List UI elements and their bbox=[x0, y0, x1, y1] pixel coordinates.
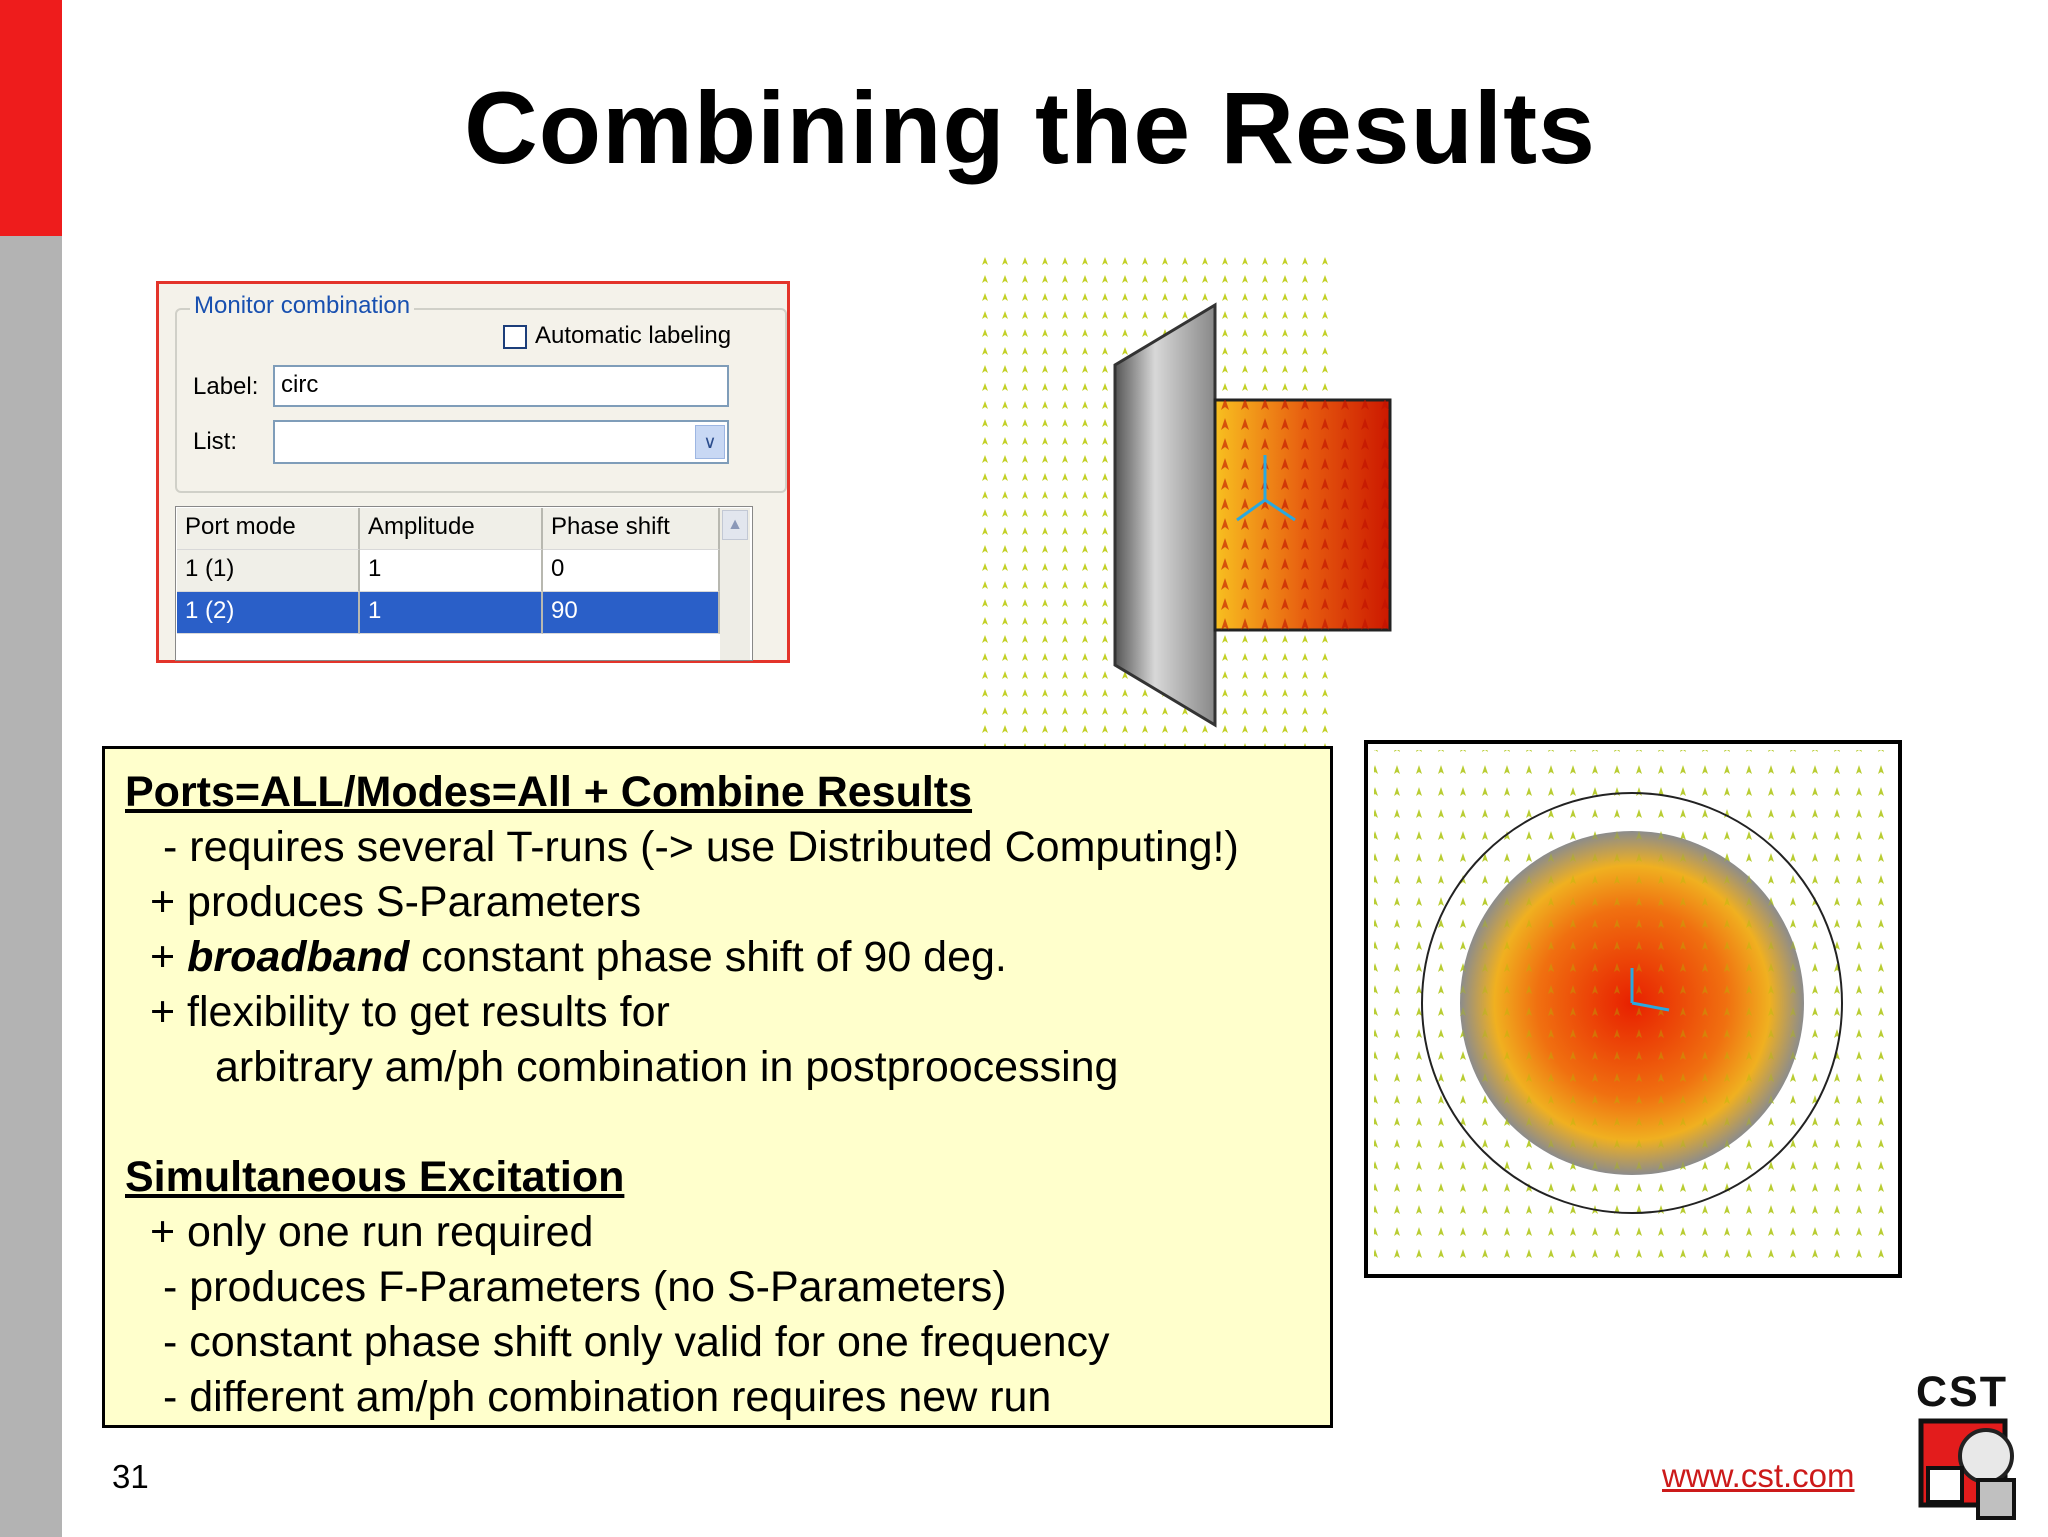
text-line: - constant phase shift only valid for one frequency bbox=[163, 1318, 1110, 1366]
table-header-port-mode[interactable]: Port mode bbox=[177, 508, 360, 550]
website-link[interactable]: www.cst.com bbox=[1662, 1457, 1855, 1494]
horn-flare bbox=[1115, 305, 1215, 725]
table-header-amplitude[interactable]: Amplitude bbox=[360, 508, 543, 550]
cst-logo-text: CST bbox=[1916, 1368, 2008, 1416]
heading-combine-results: Ports=ALL/Modes=All + Combine Results bbox=[125, 768, 973, 816]
table-row-1-phase-shift[interactable]: 0 bbox=[543, 550, 720, 592]
table-row-1-amplitude[interactable]: 1 bbox=[360, 550, 543, 592]
text-line: + flexibility to get results for bbox=[150, 988, 670, 1036]
list-caption: List: bbox=[193, 428, 238, 455]
label-caption: Label: bbox=[193, 373, 259, 400]
text-line: arbitrary am/ph combination in postproocessing bbox=[215, 1043, 1119, 1091]
table-row-2-port-mode[interactable]: 1 (2) bbox=[177, 592, 360, 634]
list-select[interactable] bbox=[273, 420, 729, 464]
waveguide-field-arrows bbox=[1215, 400, 1390, 630]
circular-field-plot bbox=[1364, 740, 1902, 1278]
automatic-labeling-label: Automatic labeling bbox=[535, 322, 732, 349]
table-row-1-port-mode[interactable]: 1 (1) bbox=[177, 550, 360, 592]
group-label: Monitor combination bbox=[190, 292, 414, 320]
table-row-2-phase-shift[interactable]: 90 bbox=[543, 592, 720, 634]
text-line: - different am/ph combination requires new run bbox=[163, 1373, 1052, 1421]
table-row-2-amplitude[interactable]: 1 bbox=[360, 592, 543, 634]
horn-field-plot bbox=[975, 255, 1495, 775]
chevron-down-icon[interactable]: ∨ bbox=[695, 425, 725, 459]
slide-title: Combining the Results bbox=[464, 71, 1596, 185]
text-line: + produces S-Parameters bbox=[150, 878, 642, 926]
text-line: + only one run required bbox=[150, 1208, 594, 1256]
text-line: - produces F-Parameters (no S-Parameters) bbox=[163, 1263, 1007, 1311]
text-line: - requires several T-runs (-> use Distributed Computing!) bbox=[163, 823, 1239, 871]
label-input[interactable]: circ bbox=[273, 365, 729, 407]
cst-logo-icon bbox=[1918, 1418, 2024, 1528]
scroll-up-icon[interactable]: ▲ bbox=[722, 510, 748, 540]
heading-simultaneous-excitation: Simultaneous Excitation bbox=[125, 1153, 625, 1201]
sidebar-red-band bbox=[0, 0, 62, 236]
table-header-phase-shift[interactable]: Phase shift bbox=[543, 508, 720, 550]
sidebar-gray-band bbox=[0, 236, 62, 1537]
page-number: 31 bbox=[112, 1458, 149, 1495]
text-line-broadband: + broadband constant phase shift of 90 deg. bbox=[150, 933, 1007, 981]
automatic-labeling-checkbox[interactable] bbox=[503, 325, 527, 349]
